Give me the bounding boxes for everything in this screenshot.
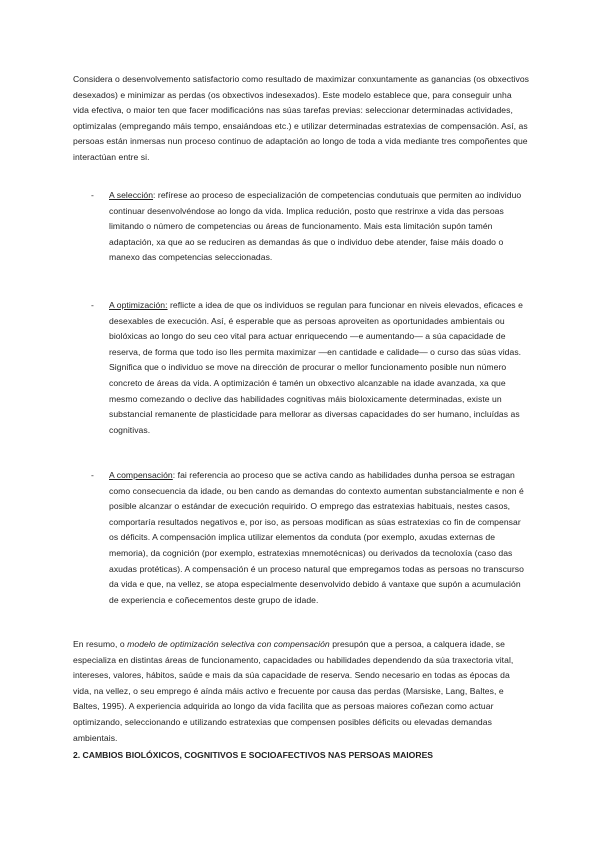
term-compensation: A compensación bbox=[109, 470, 173, 480]
bullet-dash: - bbox=[91, 470, 94, 480]
bullet-dash: - bbox=[91, 300, 94, 310]
term-optimization: A optimización: bbox=[109, 300, 168, 310]
summary-paragraph bbox=[73, 637, 529, 746]
list-item-body bbox=[109, 188, 531, 266]
model-name: modelo de optimización selectiva con compensación bbox=[127, 639, 330, 649]
list-item-body bbox=[109, 298, 531, 438]
intro-paragraph: Considera o desenvolvemento satisfactorio como resultado de maximizar conxuntamente as ganancias (os obxectivos desexados) e minimizar as perdas (os obxectivos indesexados). Este modelo establece que, para conseguir unha vida efectiva, o maior ten que facer modificacións nas súas tarefas previas: seleccionar determinadas actividades, optimizalas (empregando máis tempo, ensaiándoas etc.) e utilizar determinadas estratexias de compensación. Así, as persoas están inmersas nun proceso continuo de adaptación ao longo de toda a vida mediante tres compoñentes que interactúan entre si. bbox=[73, 74, 529, 162]
list-item-selection bbox=[91, 188, 531, 266]
list-item-body bbox=[109, 468, 531, 608]
definition-selection: : refírese ao proceso de especialización de competencias condutuais que permiten ao individuo continuar desenvolvéndose ao longo da vida. Implica redución, posto que restrinxe a vida das persoas limitando o número de competencias ou áreas de funcionamento. Mais esta limitación supón tamén adaptación, xa que ao se reduciren as demandas ás que o individuo debe atender, faise máis doado o manexo das competencias seleccionadas. bbox=[109, 190, 522, 263]
definition-optimization: reflicte a idea de que os individuos se regulan para funcionar en niveis elevados, eficaces e desexables de execución. Así, é esperable que as persoas aproveiten as oportunidades ambientais ou biolóxicas ao longo do seu ceo vital para actuar enriquecendo —e aumentando— a súa capacidade de reserva, de forma que todo iso lles permita maximizar —en cantidade e calidade— o curso das súas vidas. Significa que o individuo se move na dirección de procurar o mellor funcionamento posible nun número concreto de áreas da vida. A optimización é tamén un obxectivo alcanzable na idade avanzada, xa que mesmo comezando o declive das habilidades cognitivas máis bioloxicamente determinadas, existe un substancial remanente de plasticidade para mellorar as diversas capacidades do ser humano, incluídas as cognitivas. bbox=[109, 300, 523, 435]
bullet-dash: - bbox=[91, 190, 94, 200]
list-item-compensation bbox=[91, 468, 531, 608]
list-item-optimization bbox=[91, 298, 531, 438]
section-heading: 2. CAMBIOS BIOLÓXICOS, COGNITIVOS E SOCIOAFECTIVOS NAS PERSOAS MAIORES bbox=[73, 750, 434, 760]
summary-text-rest: presupón que a persoa, a calquera idade, se especializa en distintas áreas de funcionamento, capacidades ou habilidades dependendo da súa traxectoria vital, intereses, valores, hábitos, saúde e mais da súa capacidade de reserva. Sendo necesario en todas as épocas da vida, na vellez, o seu emprego é aínda máis activo e frecuente por causa das perdas (Marsiske, Lang, Baltes, e Baltes, 1995). A experiencia adquirida ao longo da vida facilita que as persoas maiores coñezan como actuar optimizando, seleccionando e utilizando estratexias que compensen posibles déficits ou elevadas demandas ambientais. bbox=[73, 639, 514, 743]
definition-compensation: : fai referencia ao proceso que se activa cando as habilidades dunha persoa se estragan como consecuencia da idade, ou ben cando as demandas do contexto aumentan substancialmente e non é posible alcanzar o estándar de execución requirido. O emprego das estratexias habituais, nestes casos, comportaría resultados negativos e, por iso, as persoas modifican as súas estratexias co fin de compensar os déficits. A compensación implica utilizar elementos da conduta (por exemplo, axudas externas de memoria), da cognición (por exemplo, estratexias mnemotécnicas) ou derivados da tecnoloxía (caso das axudas protéticas). A compensación é un proceso natural que empregamos todas as persoas no transcurso da vida e que, na vellez, se atopa especialmente desenvolvido debido á vantaxe que supón a acumulación de experiencia e coñecementos deste grupo de idade. bbox=[109, 470, 524, 605]
summary-text-start: En resumo, o bbox=[73, 639, 128, 649]
term-selection: A selección bbox=[109, 190, 154, 200]
